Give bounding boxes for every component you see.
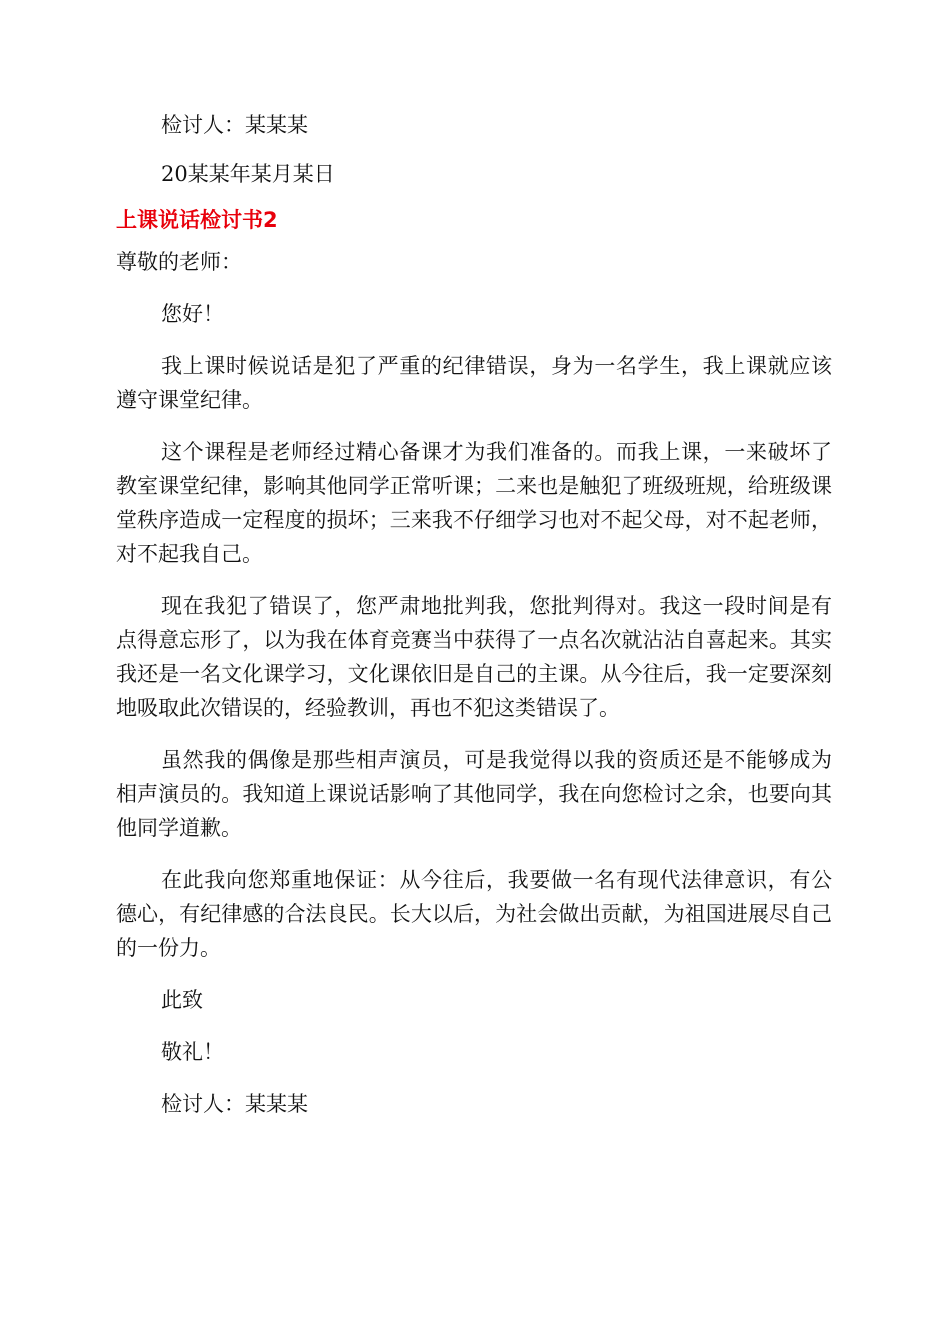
body-paragraph: 虽然我的偶像是那些相声演员，可是我觉得以我的资质还是不能够成为相声演员的。我知道上课说话影响了其他同学，我在向您检讨之余，也要向其他同学道歉。 [116,748,832,840]
previous-letter-date: 20某某年某月某日 [161,162,335,186]
body-paragraph: 我上课时候说话是犯了严重的纪律错误，身为一名学生，我上课就应该遵守课堂纪律。 [116,354,832,412]
body-paragraph: 这个课程是老师经过精心备课才为我们准备的。而我上课，一来破坏了教室课堂纪律，影响其他同学正常听课；二来也是触犯了班级班规，给班级课堂秩序造成一定程度的损坏；三来我不仔细学习也对不起父母，对不起老师，对不起我自己。 [116,440,832,566]
closing-salute: 敬礼！ [161,1040,224,1064]
closing-line: 此致 [161,988,203,1012]
salutation: 尊敬的老师： [116,250,242,274]
document-page [116,108,832,1121]
letter-signature: 检讨人：某某某 [161,1092,308,1116]
greeting: 您好！ [161,302,224,326]
body-paragraph: 现在我犯了错误了，您严肃地批判我，您批判得对。我这一段时间是有点得意忘形了，以为我在体育竞赛当中获得了一点名次就沾沾自喜起来。其实我还是一名文化课学习，文化课依旧是自己的主课。从今往后，我一定要深刻地吸取此次错误的，经验教训，再也不犯这类错误了。 [116,594,832,720]
body-paragraph: 在此我向您郑重地保证：从今往后，我要做一名有现代法律意识，有公德心，有纪律感的合法良民。长大以后，为社会做出贡献，为祖国进展尽自己的一份力。 [116,868,832,960]
letter-title: 上课说话检讨书2 [116,208,278,232]
previous-letter-signature: 检讨人：某某某 [161,113,308,137]
